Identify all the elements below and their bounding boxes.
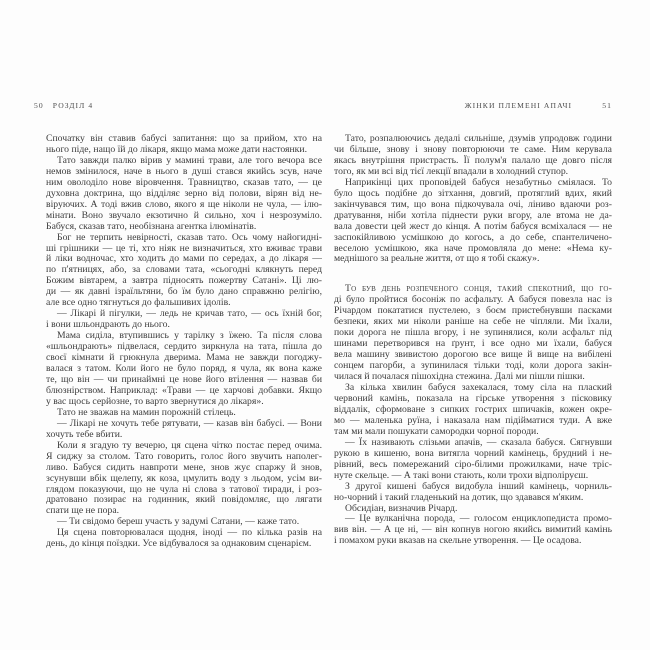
text-line: того, як ми всі від тієї лекції впадали в холодний ступор. [334, 165, 569, 177]
text-line: Я сиджу за столом. Тато говорить, голос його звучить наполег- [46, 450, 322, 462]
left-page-text [46, 134, 322, 550]
text-line: Спочатку він ставив бабусі запитання: що за прийом, хто на [46, 133, 322, 144]
right-header-title: ЖІНКИ ПЛЕМЕНІ АПАЧІ [464, 101, 573, 110]
paragraph [46, 233, 322, 310]
text-line: шинами перетворився на ґрунт, і все одно ми їхали, бабуся [334, 338, 612, 350]
paragraph [334, 134, 612, 178]
paragraph [46, 441, 322, 518]
text-line: чи більше, знову і знову повторюючи те саме. Ним керувала [334, 143, 612, 155]
text-line: безпеки, яких ми ніколи раніше на себе не чіпляли. Ми їхали, [334, 316, 612, 328]
text-line: Тато, розпалюючись дедалі сильніше, дзумів упродовж години [345, 133, 612, 144]
text-line: зсунувши вбік щелепу, як коза, цмулить воду з льодом, усім ви- [46, 472, 322, 484]
text-line: чилася й почалася пішохідна стежина. Далі ми пішли пішки. [334, 371, 585, 383]
paragraph [334, 383, 612, 438]
left-page-number: 50 [34, 101, 44, 110]
text-line: Мама сиділа, втупившись у тарілку з їжею. Та після слова [57, 330, 322, 342]
text-line: вала довести цей жест до кінця. А потім бабуся всміхалася — не [334, 220, 612, 232]
text-line: глядом показуючи, що не чула ні слова з татової тиради, і роз- [46, 483, 322, 495]
text-line: сонцем пагорби, а зупинилася тільки тоді, коли дорога закін- [334, 360, 612, 372]
text-line: дратування, ніби хотіла піднести руки вгору, але втома не да- [334, 209, 612, 221]
text-line: — Лікарі й пігулки, — ледь не кричав тато, — ось їхній бог, [57, 308, 322, 320]
text-line: — Це вулканічна порода, — голосом енциклопедиста промо- [345, 513, 612, 525]
paragraph [46, 528, 322, 550]
text-line: За кілька хвилин бабуся захекалася, тому сіла на плаский [345, 382, 612, 394]
text-line: рівний, весь помережаний сіро-білими прожилками, наче тріс- [334, 458, 612, 470]
paragraph [334, 482, 612, 504]
text-line: день, до кінця поїздки. Усе відбувалося за однаковим сценарієм. [46, 538, 312, 550]
text-line: вела машину звивистою дорогою все вище й вище на вибілені [334, 349, 612, 361]
text-line: валася з татом. Коли його не було поряд, я чула, як вона каже [46, 363, 322, 375]
text-line: То був день розпеченого сонця, такий спекотний, що го- [345, 283, 612, 295]
text-line: Бабуся, сказав тато, необізнана агентка ілюмінатів. [46, 220, 257, 232]
paragraph [334, 178, 612, 266]
text-line: Наприкінці цих проповідей бабуся незабутньо сміялася. То [345, 176, 612, 188]
right-running-head [465, 101, 612, 110]
text-line: і вони шльондрають до нього. [46, 319, 170, 331]
text-line: но-чорний і такий гладенький на дотик, що здавався м'яким. [334, 491, 584, 503]
text-line: поки дорога не пішла вгору, і не зупинялися, коли асфальт під [334, 327, 612, 339]
text-line: — Ти свідомо береш участь у задумі Сатани, — каже тато. [57, 516, 300, 528]
paragraph [46, 134, 322, 156]
text-line: заспокійливою усмішкою до когось, а до себе, спантеличено- [334, 231, 612, 243]
paragraph [334, 514, 612, 547]
paragraph [46, 156, 322, 233]
paragraph [334, 284, 612, 383]
text-line: і помахом руки вказав на скельне утворення. — Це осадова. [334, 535, 582, 547]
text-line: ди — як давні ізраїльтяни, бо їм було дано справжню релігію, [46, 286, 322, 298]
right-page-text [334, 134, 612, 547]
text-line: по п'ятницях, або, за словами тата, «сьогодні клякнуть перед [46, 264, 322, 276]
text-line: те, що він — чи принаймні це нове його втілення — назвав би [46, 373, 322, 385]
paragraph [46, 309, 322, 331]
text-line: вив він. — А це ні, — він копнув ногою якийсь вимитий камінь [334, 524, 612, 536]
text-line: Бог не терпить невірності, сказав тато. Ось чому найогидні- [57, 231, 322, 243]
text-line: хочуть тебе вбити. [46, 428, 123, 440]
text-line: «шльондрають» підвелася, сердито зиркнула на тата, пішла до [46, 341, 322, 353]
text-line: ним оволоділо нове віровчення. Травництво, сказав тато, — це [46, 176, 322, 188]
text-line: але все одно тягнуться до фальшивих ідолів. [46, 297, 231, 309]
text-line: Божим вівтарем, а завтра підносять пожертву Сатані». Ці лю- [46, 275, 322, 287]
right-page-number: 51 [602, 101, 612, 110]
text-line: — Їх називають слізьми апачів, — сказала бабуся. Сягнувши [345, 436, 612, 448]
paragraph [46, 419, 322, 441]
text-line: Ця сцена повторювалася щодня, іноді — по кілька разів на [57, 527, 322, 539]
text-line: ливо. Бабуся сидить навпроти мене, знов жує спаржу й знов, [46, 461, 322, 473]
text-line: там ми мали пошукати самородки чорної породи. [334, 425, 539, 437]
paragraph [46, 331, 322, 408]
left-header-title: РОЗДІЛ 4 [52, 101, 94, 110]
text-line: Тато завжди палко вірив у мамині трави, але того вечора все [57, 154, 322, 166]
text-line: Річардом покататися пустелею, з боєм пристебнувши пасками [334, 305, 612, 317]
text-line: — Лікарі не хочуть тебе рятувати, — казав він бабусі. — Вони [57, 417, 322, 429]
text-line: мо — маленька руїна, і наказала нам підійматися туди. А вже [334, 414, 612, 426]
text-line: своєї кімнати й грюкнула дверима. Мама не завжди погоджу- [46, 352, 322, 364]
text-line: немов змінилося, наче в нього в душі стався якийсь зсув, наче [46, 165, 322, 177]
text-line: й ліки водночас, хто ходить до мами по середах, а до лікаря — [46, 253, 322, 265]
paragraph [334, 438, 612, 482]
text-line: меднішого за реальне життя, от що я тобі скажу». [334, 253, 540, 265]
text-line: мінати. Воно звучало екзотично й сильно, хоч і незрозуміло. [46, 209, 322, 221]
text-line: З другої кишені бабуся видобула інший камінець, чорниль- [345, 480, 612, 492]
text-line: нуте скельце. — А такі вони стають, коли трохи відполіруєш. [334, 469, 589, 481]
text-line: рукою в кишеню, вона витягла чорний камінець, брудний і не- [334, 447, 612, 459]
text-line: Обсидіан, визначив Річард. [345, 502, 458, 514]
text-line: якась внутрішня пристрасть. Її полум'я палало ще довго після [334, 154, 612, 166]
text-line: закінчувався тим, що вона підкочувала очі, ліниво вдаючи роз- [334, 198, 612, 210]
text-line: дратовано позирає на годинник, який повідомляє, що лягати [46, 494, 322, 506]
text-line: віруючих. А тоді вжив слово, якого я ще ніколи не чула, — ілю- [46, 198, 322, 210]
text-line: духовна доктрина, що відділяє зерно від полови, вірян від не- [46, 187, 322, 199]
text-line: спати ще не пора. [46, 505, 120, 517]
text-line: червоний камінь, показала на гірське утворення з пісковику [334, 392, 612, 404]
text-line: у вас щось серйозне, то варто звернутися до лікаря». [46, 395, 264, 407]
text-line: веселою усмішкою, яка наче промовляла до мене: «Нема ку- [334, 242, 612, 254]
text-line: ді було пройтися босоніж по асфальту. А бабуся повезла нас із [334, 294, 612, 306]
text-line: віддалік, сформоване з сипких гострих шпичаків, кожен окре- [334, 403, 612, 415]
text-line: Коли я згадую ту вечерю, ця сцена чітко постає перед очима. [57, 439, 322, 451]
text-line: блюзнірством. Наприклад: «Трави — це харчові добавки. Якщо [46, 384, 322, 396]
text-line: було щось подібне до зітхання, довгий, протяглий вдих, який [334, 187, 612, 199]
text-line: Тато не зважав на мамин порожній стілець. [57, 406, 236, 418]
text-line: ші грішники — це ті, хто ніяк не визначиться, хто вживає трави [46, 242, 322, 254]
text-line: нього піде, нащо їй до лікаря, якщо мама може дати настоянки. [46, 143, 307, 155]
left-running-head [34, 101, 93, 110]
